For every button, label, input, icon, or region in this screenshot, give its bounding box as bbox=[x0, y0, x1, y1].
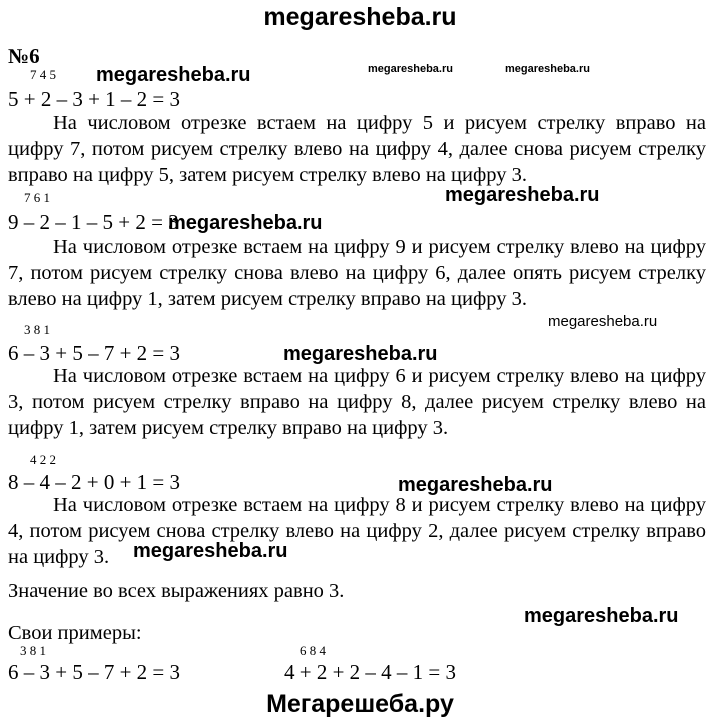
example-2-text: На числовом отрезке встаем на цифру 9 и рисуем стрелку влево на цифру 7, потом рисуем стрелку снова влево на цифру 6, далее опять рисуем стрелку влево на цифру 1, затем рисуем стрелку вправо на цифру 3. bbox=[8, 236, 706, 310]
watermark: megaresheba.ru bbox=[505, 63, 590, 75]
watermark: megaresheba.ru bbox=[398, 474, 553, 496]
example-4-expression: 8 – 4 – 2 + 0 + 1 = 3 bbox=[8, 470, 181, 494]
site-footer: Мегарешеба.ру bbox=[266, 690, 454, 718]
site-header: megaresheba.ru bbox=[263, 3, 457, 31]
example-4-superscripts: 4 2 2 bbox=[30, 452, 56, 467]
example-1-superscripts: 7 4 5 bbox=[30, 67, 56, 82]
conclusion-text: Значение во всех выражениях равно 3. bbox=[8, 580, 345, 602]
own-example-1-expression: 6 – 3 + 5 – 7 + 2 = 3 bbox=[8, 660, 181, 684]
watermark: megaresheba.ru bbox=[96, 64, 251, 86]
example-3-text: На числовом отрезке встаем на цифру 6 и рисуем стрелку влево на цифру 3, потом рисуем стрелку вправо на цифру 8, далее рисуем стрелку влево на цифру 1, затем рисуем стрелку вправо на цифру 3. bbox=[8, 365, 706, 439]
example-1-text: На числовом отрезке встаем на цифру 5 и рисуем стрелку вправо на цифру 7, потом рисуем стрелку влево на цифру 4, далее снова рисуем стрелку вправо на цифру 5, затем рисуем стрелку влево на цифру 3. bbox=[8, 112, 706, 186]
watermark: megaresheba.ru bbox=[133, 540, 288, 562]
example-3-superscripts: 3 8 1 bbox=[24, 322, 50, 337]
watermark: megaresheba.ru bbox=[368, 63, 453, 75]
own-examples-label: Свои примеры: bbox=[8, 622, 142, 644]
watermark: megaresheba.ru bbox=[445, 184, 600, 206]
watermark: megaresheba.ru bbox=[524, 605, 679, 627]
watermark: megaresheba.ru bbox=[283, 343, 438, 365]
example-3-expression: 6 – 3 + 5 – 7 + 2 = 3 bbox=[8, 341, 181, 365]
example-4-text: На числовом отрезке встаем на цифру 8 и рисуем стрелку влево на цифру 4, потом рисуем снова стрелку влево на цифру 2, далее рисуем стрелку вправо на цифру 3. bbox=[8, 494, 706, 568]
watermark: megaresheba.ru bbox=[548, 313, 658, 330]
own-example-1-superscripts: 3 8 1 bbox=[20, 643, 46, 658]
own-example-2-expression: 4 + 2 + 2 – 4 – 1 = 3 bbox=[284, 660, 457, 684]
example-1-expression: 5 + 2 – 3 + 1 – 2 = 3 bbox=[8, 87, 181, 111]
own-example-2-superscripts: 6 8 4 bbox=[300, 643, 326, 658]
example-2-expression: 9 – 2 – 1 – 5 + 2 = 3 bbox=[8, 210, 179, 234]
example-2-superscripts: 7 6 1 bbox=[24, 190, 50, 205]
task-number: №6 bbox=[8, 44, 40, 68]
watermark: megaresheba.ru bbox=[168, 212, 323, 234]
